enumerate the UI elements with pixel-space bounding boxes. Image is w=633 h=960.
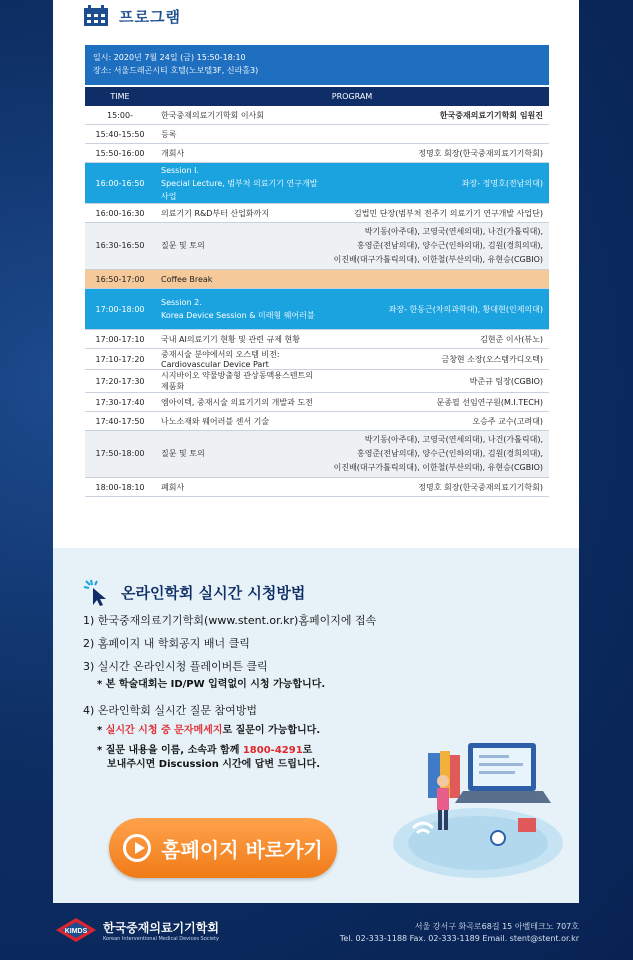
table-row: 15:40-15:50 등록: [85, 125, 549, 144]
table-row: 17:10-17:20 중재시술 분야에서의 오스템 비전: Cardiovascular Device Part 금창현 소장(오스템카디오텍): [85, 349, 549, 370]
program-card: [53, 0, 579, 548]
table-row: 17:30-17:40 엠아이텍, 중재시술 의료기기의 개발과 도전 문종필 선임연구원(M.I.TECH): [85, 393, 549, 412]
online-guide-card: [53, 548, 579, 903]
table-row: 17:50-18:00 질문 및 토의 박기동(아주대), 고영국(연세의대), 나건(가톨릭대), 홍영준(전남의대), 양수근(인하의대), 김원(경희의대), 이진배(대구가톨릭의대), 이한철(부산의대), 유현승(CGBIO): [85, 431, 549, 478]
table-row: 15:00- 한국중재의료기기학회 이사회 한국중재의료기기학회 임원진: [85, 106, 549, 125]
step-2: 2) 홈페이지 내 학회공지 배너 클릭: [83, 637, 250, 650]
event-info-box: [85, 45, 549, 85]
homepage-button-label: 홈페이지 바로가기: [161, 837, 323, 862]
step-4-note-sms: * 실시간 시청 중 문자메세지로 질문이 가능합니다.: [97, 725, 321, 736]
program-table: [85, 87, 549, 497]
table-row: 16:00-16:30 의료기기 R&D부터 산업화까지 김법민 단장(범부처 전주기 의료기기 연구개발 사업단): [85, 204, 549, 223]
online-steps: [83, 614, 376, 772]
event-date: 일시: 2020년 7월 24일 (금) 15:50-18:10: [93, 53, 246, 62]
session-row: 16:00-16:50 Session I. Special Lecture, 범부처 의료기기 연구개발사업 좌장- 정명호(전남의대): [85, 163, 549, 204]
session-row: 17:00-18:00 Session 2. Korea Device Session & 미래형 웨어러블 좌장- 한동근(차의과학대), 황대현(인제의대): [85, 289, 549, 330]
program-header: [83, 5, 181, 27]
online-study-illustration: [383, 733, 563, 883]
kimds-logo-icon: [55, 917, 97, 943]
logo-mark-text: KIMDS: [64, 928, 88, 935]
col-time: TIME: [85, 87, 155, 106]
society-name-en: Korean Interventional Medical Devices Society: [103, 935, 219, 942]
table-row: 17:00-17:10 국내 AI의료기기 현황 및 관련 규제 현황 김현준 이사(뷰노): [85, 330, 549, 349]
table-row: 15:50-16:00 개회사 정명호 회장(한국중재의료기기학회): [85, 144, 549, 163]
coffee-break-row: 16:50-17:00 Coffee Break: [85, 270, 549, 289]
step-4: 4) 온라인학회 실시간 질문 참여방법: [83, 704, 258, 717]
society-name: 한국중재의료기기학회: [103, 920, 219, 935]
homepage-button[interactable]: [109, 818, 337, 878]
address: 서울 강서구 화곡로68길 15 아벨테크노 707호: [414, 922, 579, 931]
step-1: 1) 한국중재의료기기학회(www.stent.or.kr)홈페이지에 접속: [83, 614, 377, 627]
event-place: 장소: 서울드래곤시티 호텔(노보텔3F, 신라홀3): [93, 66, 259, 75]
program-title: 프로그램: [119, 7, 181, 26]
calendar-icon: [83, 5, 109, 27]
table-row: 17:20-17:30 시지바이오 약물방출형 관상동맥용스텐트의 제품화 박준규 팀장(CGBIO): [85, 370, 549, 393]
contact-line: Tel. 02-333-1188 Fax. 02-333-1189 Email. stent@stent.or.kr: [339, 934, 579, 943]
table-row: 17:40-17:50 나노소재와 웨어러블 센서 기술 오승주 교수(고려대): [85, 412, 549, 431]
online-guide-header: [81, 578, 305, 606]
play-icon: [123, 834, 151, 862]
table-row: 18:00-18:10 폐회사 정명호 회장(한국중재의료기기학회): [85, 478, 549, 497]
step-4-note-answer: 보내주시면 Discussion 시간에 답변 드립니다.: [107, 759, 321, 770]
contact-info: [340, 921, 579, 945]
table-row: 16:30-16:50 질문 및 토의 박기동(아주대), 고영국(연세의대), 나건(가톨릭대), 홍영준(전남의대), 양수근(인하의대), 김원(경희의대), 이진배(대구가톨릭의대), 이한철(부산의대), 유현승(CGBIO): [85, 223, 549, 270]
society-logo: [55, 917, 219, 943]
cursor-click-icon: [81, 578, 111, 606]
table-header-row: [85, 87, 549, 106]
col-program: PROGRAM: [155, 87, 549, 106]
step-3-note: * 본 학술대회는 ID/PW 입력없이 시청 가능합니다.: [97, 679, 326, 690]
online-guide-title: 온라인학회 실시간 시청방법: [121, 583, 306, 602]
step-3: 3) 실시간 온라인시청 플레이버튼 클릭: [83, 660, 268, 673]
step-4-note-phone: * 질문 내용을 이름, 소속과 함께 1800-4291로: [97, 745, 313, 756]
footer: [0, 903, 633, 960]
